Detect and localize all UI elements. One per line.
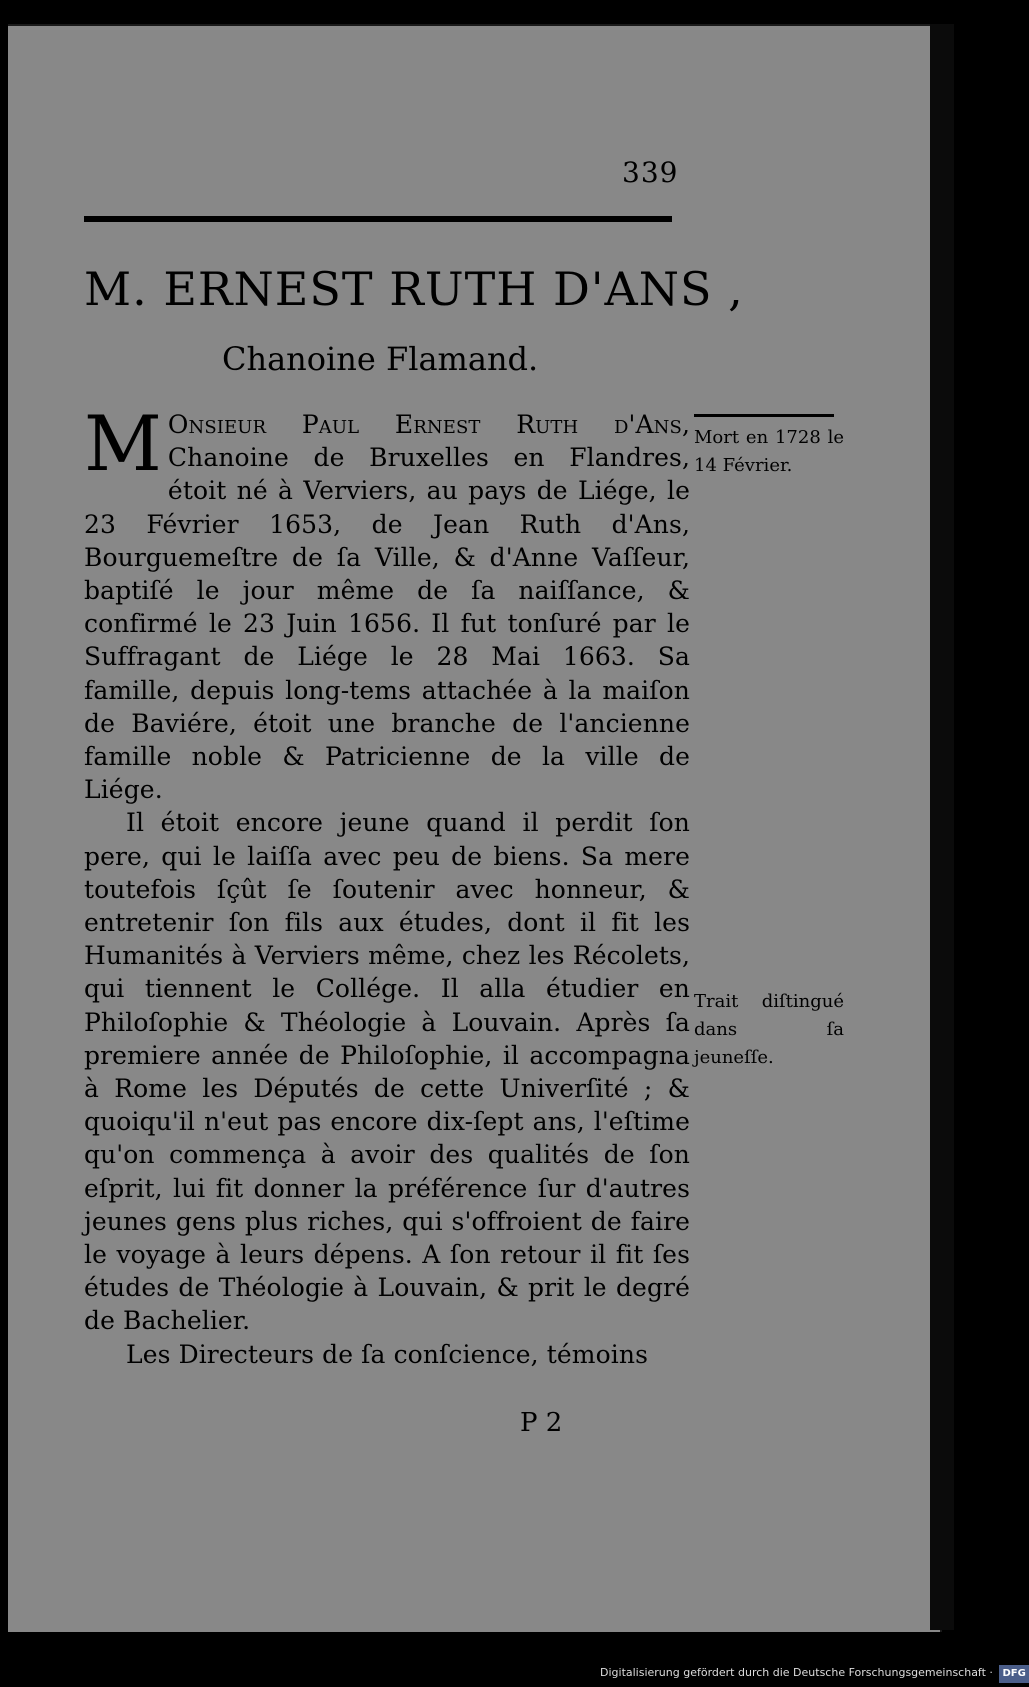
- drop-cap: M: [84, 399, 162, 488]
- paragraph-1: [84, 399, 690, 806]
- digitization-footer: Digitalisierung gefördert durch die Deutsche Forschungsgemeinschaft · DFG: [600, 1664, 995, 1682]
- paragraph-3: Les Directeurs de ſa conſcience, témoins: [126, 1339, 648, 1369]
- margin-note-youth: Trait diſtingué dans ſa jeuneſſe.: [694, 991, 844, 1068]
- page-edge: [930, 24, 954, 1630]
- opening-small-caps: Onsieur Paul Ernest Ruth d'Ans,: [167, 410, 690, 439]
- footer-credit: Digitalisierung gefördert durch die Deutsche Forschungsgemeinschaft: [600, 1666, 986, 1679]
- signature-mark: P 2: [520, 1408, 563, 1438]
- paragraph-1-text: Chanoine de Bruxelles en Flandres, étoit né à Verviers, au pays de Liége, le 23 Février 1653, de Jean Ruth d'Ans, Bourguemeſtre de ſa Ville, & d'Anne Vaſſeur, baptiſé le jour même de ſa naiſſance, & confirmé le 23 Juin 1656. Il fut tonſuré par le Suffragant de Liége le 28 Mai 1663. Sa famille, depuis long-tems attachée à la maiſon de Baviére, étoit une branche de l'ancienne famille noble & Patricienne de la ville de Liége.: [84, 443, 690, 805]
- body-text: [84, 399, 690, 1371]
- chapter-title: M. ERNEST RUTH D'ANS ,: [84, 262, 744, 316]
- margin-rule: [694, 414, 834, 417]
- dfg-logo: DFG: [999, 1665, 1028, 1683]
- margin-note-death: Mort en 1728 le 14 Février.: [694, 427, 844, 476]
- page-number: 339: [622, 156, 679, 189]
- chapter-subtitle: Chanoine Flamand.: [222, 340, 539, 378]
- paragraph-2: Il étoit encore jeune quand il perdit ſon pere, qui le laiſſa avec peu de biens. Sa mere toutefois ſçût ſe ſoutenir avec honneur, & entretenir ſon fils aux études, dont il fit les Humanités à Verviers même, chez les Récolets, qui tiennent le Collége. Il alla étudier en Philoſophie & Théologie à Louvain. Après ſa premiere année de Philoſophie, il accompagna à Rome les Députés de cette Univerſité ; & quoiqu'il n'eut pas encore dix-ſept ans, l'eſtime qu'on commença à avoir des qualités de ſon eſprit, lui fit donner la préférence ſur d'autres jeunes gens plus riches, qui s'offroient de faire le voyage à leurs dépens. A ſon retour il fit ſes études de Théologie à Louvain, & prit le degré de Bachelier.: [84, 808, 690, 1336]
- header-rule: [84, 216, 672, 222]
